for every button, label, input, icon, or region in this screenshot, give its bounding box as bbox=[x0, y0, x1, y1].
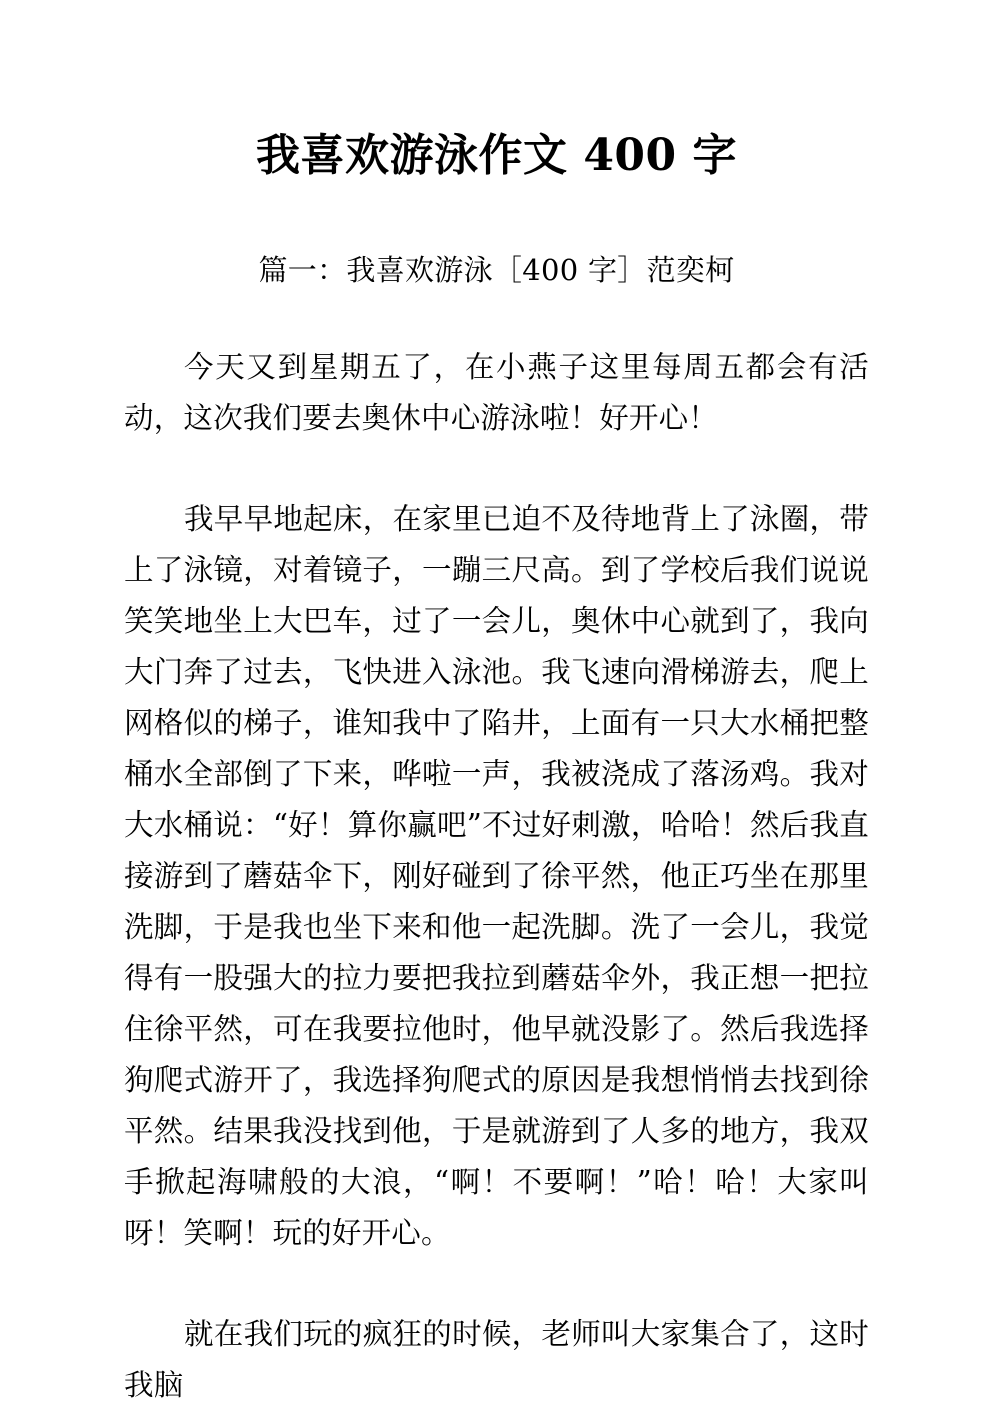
body-paragraph-3: 就在我们玩的疯狂的时候，老师叫大家集合了，这时我脑 bbox=[124, 1317, 869, 1402]
body-paragraph-2: 我早早地起床，在家里已迫不及待地背上了泳圈，带上了泳镜，对着镜子，一蹦三尺高。到了学校后我们说说笑笑地坐上大巴车，过了一会儿，奥休中心就到了，我向大门奔了过去，飞快进入泳池。我飞速向滑梯游去，爬上网格似的梯子，谁知我中了陷井，上面有一只大水桶把整桶水全部倒了下来，哗啦一声，我被浇成了落汤鸡。我对大水桶说：“好！算你赢吧”不过好刺激，哈哈！然后我直接游到了蘑菇伞下，刚好碰到了徐平然，他正巧坐在那里洗脚，于是我也坐下来和他一起洗脚。洗了一会儿，我觉得有一股强大的拉力要把我拉到蘑菇伞外，我正想一把拉住徐平然，可在我要拉他时，他早就没影了。然后我选择狗爬式游开了，我选择狗爬式的原因是我想悄悄去找到徐平然。结果我没找到他，于是就游到了人多的地方，我双手掀起海啸般的大浪，“啊！不要啊！”哈！哈！大家叫呀！笑啊！玩的好开心。 bbox=[124, 502, 869, 1250]
document-content bbox=[124, 0, 869, 1404]
page-title: 我喜欢游泳作文 400 字 bbox=[256, 130, 737, 181]
document-subtitle: 篇一：我喜欢游泳［400 字］范奕柯 bbox=[258, 253, 735, 287]
body-paragraph-1: 今天又到星期五了，在小燕子这里每周五都会有活动，这次我们要去奥休中心游泳啦！好开心！ bbox=[124, 350, 869, 435]
